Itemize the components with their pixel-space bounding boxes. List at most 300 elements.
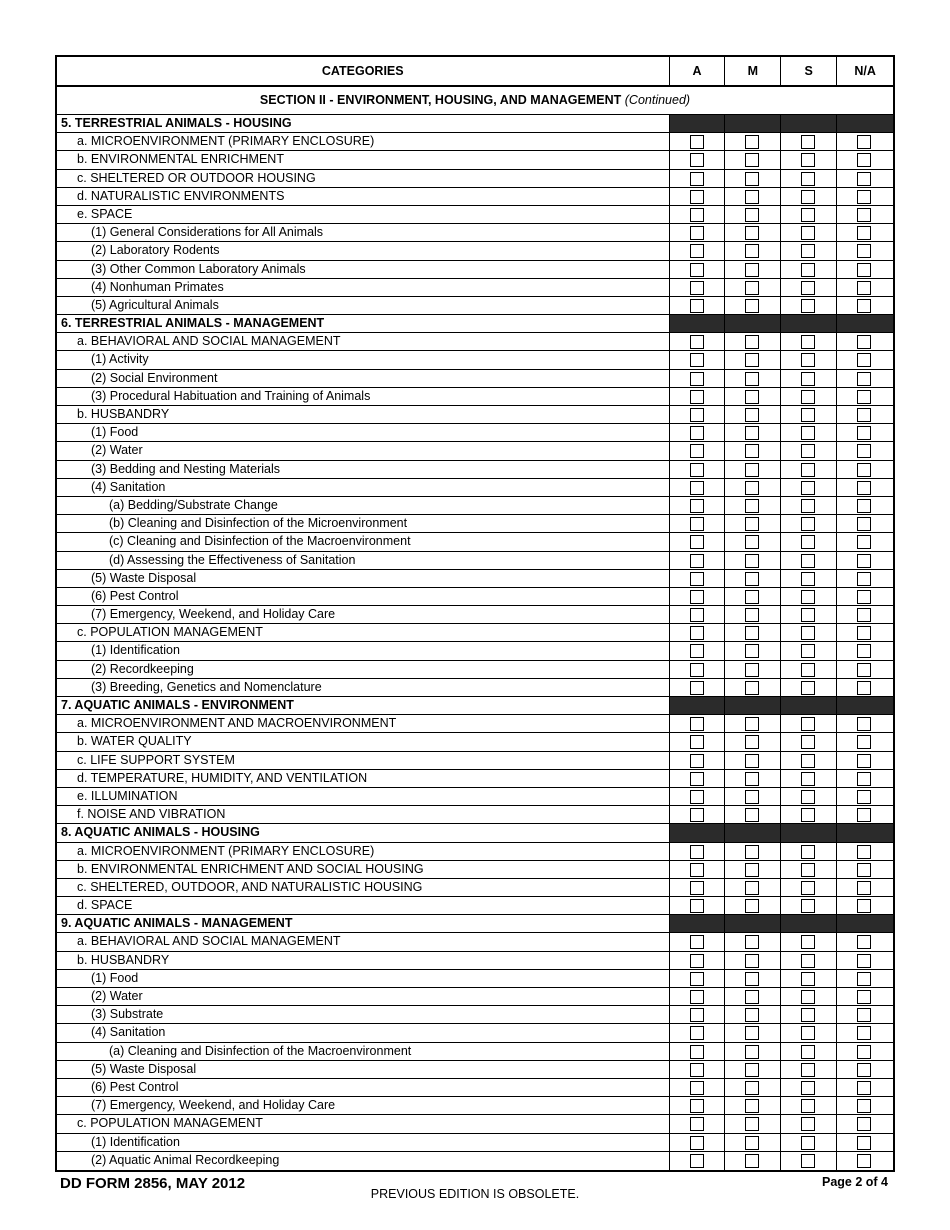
checkbox-m[interactable] [745, 281, 759, 295]
checkbox-a[interactable] [690, 1063, 704, 1077]
checkbox-a[interactable] [690, 554, 704, 568]
category-label: (6) Pest Control [57, 1079, 670, 1096]
cell-m [725, 1152, 781, 1170]
checkbox-s[interactable] [801, 845, 815, 859]
checkbox-a[interactable] [690, 663, 704, 677]
checkbox-m[interactable] [745, 1099, 759, 1113]
checkbox-m[interactable] [745, 554, 759, 568]
checkbox-a[interactable] [690, 954, 704, 968]
checkbox-a[interactable] [690, 735, 704, 749]
checkbox-na[interactable] [857, 626, 871, 640]
checkbox-m[interactable] [745, 408, 759, 422]
cell-s [781, 988, 837, 1005]
category-label: (3) Substrate [57, 1006, 670, 1023]
checkbox-m[interactable] [745, 499, 759, 513]
checkbox-na[interactable] [857, 390, 871, 404]
checkbox-m[interactable] [745, 390, 759, 404]
checkbox-a[interactable] [690, 808, 704, 822]
checkbox-a[interactable] [690, 863, 704, 877]
checkbox-s[interactable] [801, 881, 815, 895]
cell-a [670, 1134, 726, 1151]
checkbox-s[interactable] [801, 390, 815, 404]
checkbox-na[interactable] [857, 1154, 871, 1168]
checkbox-na[interactable] [857, 754, 871, 768]
checkbox-na[interactable] [857, 1136, 871, 1150]
checkbox-m[interactable] [745, 517, 759, 531]
table-row [57, 224, 893, 242]
checkbox-s[interactable] [801, 408, 815, 422]
section-title [57, 87, 893, 115]
checkbox-s[interactable] [801, 608, 815, 622]
checkbox-a[interactable] [690, 463, 704, 477]
checkbox-a[interactable] [690, 608, 704, 622]
checkbox-m[interactable] [745, 717, 759, 731]
checkbox-m[interactable] [745, 426, 759, 440]
category-label: (3) Other Common Laboratory Animals [57, 261, 670, 278]
checkbox-s[interactable] [801, 863, 815, 877]
checkbox-m[interactable] [745, 1081, 759, 1095]
checkbox-s[interactable] [801, 1008, 815, 1022]
checkbox-a[interactable] [690, 499, 704, 513]
checkbox-a[interactable] [690, 681, 704, 695]
checkbox-s[interactable] [801, 1063, 815, 1077]
cell-s [781, 515, 837, 532]
checkbox-na[interactable] [857, 790, 871, 804]
checkbox-s[interactable] [801, 590, 815, 604]
cell-a [670, 206, 726, 223]
checkbox-s[interactable] [801, 481, 815, 495]
cell-s [781, 1006, 837, 1023]
table-row [57, 1043, 893, 1061]
checkbox-a[interactable] [690, 390, 704, 404]
checkbox-na[interactable] [857, 244, 871, 258]
cell-a [670, 642, 726, 659]
checkbox-s[interactable] [801, 1136, 815, 1150]
checkbox-na[interactable] [857, 899, 871, 913]
checkbox-a[interactable] [690, 1136, 704, 1150]
checkbox-a[interactable] [690, 372, 704, 386]
checkbox-s[interactable] [801, 572, 815, 586]
checkbox-a[interactable] [690, 190, 704, 204]
table-row [57, 933, 893, 951]
checkbox-na[interactable] [857, 1026, 871, 1040]
checkbox-na[interactable] [857, 281, 871, 295]
checkbox-m[interactable] [745, 863, 759, 877]
checkbox-na[interactable] [857, 190, 871, 204]
cell-a [670, 1152, 726, 1170]
checkbox-m[interactable] [745, 1117, 759, 1131]
cell-na [837, 1134, 893, 1151]
category-label: d. NATURALISTIC ENVIRONMENTS [57, 188, 670, 205]
checkbox-s[interactable] [801, 208, 815, 222]
checkbox-a[interactable] [690, 881, 704, 895]
checkbox-s[interactable] [801, 535, 815, 549]
category-label: e. ILLUMINATION [57, 788, 670, 805]
checkbox-a[interactable] [690, 754, 704, 768]
checkbox-na[interactable] [857, 1063, 871, 1077]
cell-na [837, 279, 893, 296]
cell-a [670, 1115, 726, 1132]
checkbox-na[interactable] [857, 353, 871, 367]
checkbox-m[interactable] [745, 463, 759, 477]
category-label: (2) Water [57, 988, 670, 1005]
checkbox-s[interactable] [801, 899, 815, 913]
checkbox-a[interactable] [690, 426, 704, 440]
checkbox-m[interactable] [745, 845, 759, 859]
checkbox-a[interactable] [690, 972, 704, 986]
checkbox-a[interactable] [690, 644, 704, 658]
cell-m [725, 479, 781, 496]
checkbox-m[interactable] [745, 663, 759, 677]
checkbox-s[interactable] [801, 972, 815, 986]
checkbox-s[interactable] [801, 353, 815, 367]
checkbox-m[interactable] [745, 1026, 759, 1040]
checkbox-na[interactable] [857, 408, 871, 422]
checkbox-m[interactable] [745, 1063, 759, 1077]
checkbox-m[interactable] [745, 208, 759, 222]
checkbox-na[interactable] [857, 881, 871, 895]
checkbox-m[interactable] [745, 772, 759, 786]
checkbox-m[interactable] [745, 1008, 759, 1022]
checkbox-a[interactable] [690, 1026, 704, 1040]
cell-m [725, 424, 781, 441]
checkbox-m[interactable] [745, 353, 759, 367]
checkbox-na[interactable] [857, 608, 871, 622]
cell-s [781, 279, 837, 296]
checkbox-m[interactable] [745, 172, 759, 186]
checkbox-a[interactable] [690, 1008, 704, 1022]
cell-m [725, 442, 781, 459]
checkbox-a[interactable] [690, 717, 704, 731]
checkbox-s[interactable] [801, 244, 815, 258]
checkbox-na[interactable] [857, 1045, 871, 1059]
checkbox-a[interactable] [690, 444, 704, 458]
checkbox-m[interactable] [745, 735, 759, 749]
checkbox-s[interactable] [801, 1154, 815, 1168]
checkbox-m[interactable] [745, 954, 759, 968]
table-row [57, 897, 893, 915]
checkbox-m[interactable] [745, 790, 759, 804]
checkbox-s[interactable] [801, 426, 815, 440]
checkbox-na[interactable] [857, 663, 871, 677]
checkbox-s[interactable] [801, 226, 815, 240]
checkbox-s[interactable] [801, 335, 815, 349]
checkbox-s[interactable] [801, 372, 815, 386]
table-row [57, 1061, 893, 1079]
checkbox-na[interactable] [857, 463, 871, 477]
cell-m [725, 1097, 781, 1114]
table-row [57, 297, 893, 315]
checkbox-na[interactable] [857, 863, 871, 877]
checkbox-m[interactable] [745, 608, 759, 622]
checkbox-a[interactable] [690, 481, 704, 495]
cell-s [781, 351, 837, 368]
checkbox-m[interactable] [745, 244, 759, 258]
cell-m [725, 1061, 781, 1078]
checkbox-na[interactable] [857, 481, 871, 495]
checkbox-na[interactable] [857, 335, 871, 349]
checkbox-m[interactable] [745, 263, 759, 277]
checkbox-s[interactable] [801, 463, 815, 477]
checkbox-a[interactable] [690, 135, 704, 149]
checkbox-a[interactable] [690, 535, 704, 549]
cell-na [837, 1079, 893, 1096]
cell-m [725, 933, 781, 950]
cell-na [837, 879, 893, 896]
cell-a [670, 933, 726, 950]
checkbox-na[interactable] [857, 808, 871, 822]
category-label: (2) Social Environment [57, 370, 670, 387]
checkbox-a[interactable] [690, 590, 704, 604]
category-label: (1) General Considerations for All Animals [57, 224, 670, 241]
checkbox-m[interactable] [745, 935, 759, 949]
cell-na [837, 897, 893, 914]
cell-a [670, 315, 726, 332]
checkbox-s[interactable] [801, 1045, 815, 1059]
checkbox-a[interactable] [690, 790, 704, 804]
checkbox-s[interactable] [801, 190, 815, 204]
checkbox-m[interactable] [745, 335, 759, 349]
cell-m [725, 770, 781, 787]
checkbox-a[interactable] [690, 1117, 704, 1131]
checkbox-a[interactable] [690, 517, 704, 531]
cell-na [837, 679, 893, 696]
category-label: c. POPULATION MANAGEMENT [57, 624, 670, 641]
table-row [57, 515, 893, 533]
checkbox-m[interactable] [745, 626, 759, 640]
cell-m [725, 1134, 781, 1151]
cell-m [725, 806, 781, 823]
checkbox-m[interactable] [745, 135, 759, 149]
checkbox-na[interactable] [857, 590, 871, 604]
checkbox-a[interactable] [690, 1081, 704, 1095]
checkbox-m[interactable] [745, 681, 759, 695]
checkbox-s[interactable] [801, 299, 815, 313]
cell-s [781, 442, 837, 459]
checkbox-s[interactable] [801, 444, 815, 458]
checkbox-na[interactable] [857, 681, 871, 695]
checkbox-a[interactable] [690, 626, 704, 640]
checkbox-s[interactable] [801, 663, 815, 677]
checkbox-m[interactable] [745, 972, 759, 986]
category-label: a. BEHAVIORAL AND SOCIAL MANAGEMENT [57, 933, 670, 950]
checkbox-na[interactable] [857, 299, 871, 313]
category-label: (1) Activity [57, 351, 670, 368]
checkbox-m[interactable] [745, 644, 759, 658]
checkbox-a[interactable] [690, 772, 704, 786]
checkbox-a[interactable] [690, 845, 704, 859]
checkbox-s[interactable] [801, 554, 815, 568]
checkbox-m[interactable] [745, 535, 759, 549]
checkbox-na[interactable] [857, 535, 871, 549]
cell-a [670, 588, 726, 605]
checkbox-m[interactable] [745, 372, 759, 386]
checkbox-na[interactable] [857, 1117, 871, 1131]
cell-na [837, 242, 893, 259]
cell-a [670, 661, 726, 678]
category-label: (4) Sanitation [57, 479, 670, 496]
checkbox-na[interactable] [857, 172, 871, 186]
checkbox-s[interactable] [801, 935, 815, 949]
checkbox-a[interactable] [690, 353, 704, 367]
cell-m [725, 151, 781, 168]
checkbox-na[interactable] [857, 954, 871, 968]
checkbox-a[interactable] [690, 572, 704, 586]
checkbox-na[interactable] [857, 153, 871, 167]
checkbox-na[interactable] [857, 517, 871, 531]
checkbox-s[interactable] [801, 172, 815, 186]
cell-m [725, 843, 781, 860]
checkbox-s[interactable] [801, 1081, 815, 1095]
checkbox-a[interactable] [690, 153, 704, 167]
checkbox-na[interactable] [857, 1081, 871, 1095]
checkbox-na[interactable] [857, 717, 871, 731]
checkbox-s[interactable] [801, 954, 815, 968]
checkbox-m[interactable] [745, 808, 759, 822]
checkbox-s[interactable] [801, 499, 815, 513]
section-heading-row [57, 697, 893, 715]
checkbox-m[interactable] [745, 590, 759, 604]
checkbox-na[interactable] [857, 845, 871, 859]
checkbox-m[interactable] [745, 990, 759, 1004]
table-row [57, 442, 893, 460]
checkbox-a[interactable] [690, 299, 704, 313]
category-label: c. SHELTERED, OUTDOOR, AND NATURALISTIC HOUSING [57, 879, 670, 896]
checkbox-s[interactable] [801, 735, 815, 749]
table-row [57, 351, 893, 369]
checkbox-na[interactable] [857, 499, 871, 513]
checkbox-na[interactable] [857, 1008, 871, 1022]
checkbox-s[interactable] [801, 153, 815, 167]
cell-na [837, 570, 893, 587]
section-heading-label: 6. TERRESTRIAL ANIMALS - MANAGEMENT [57, 315, 670, 332]
checkbox-s[interactable] [801, 135, 815, 149]
checkbox-s[interactable] [801, 626, 815, 640]
checkbox-na[interactable] [857, 135, 871, 149]
cell-s [781, 206, 837, 223]
table-row [57, 1115, 893, 1133]
cell-m [725, 952, 781, 969]
cell-s [781, 424, 837, 441]
checkbox-na[interactable] [857, 972, 871, 986]
cell-na [837, 933, 893, 950]
checkbox-na[interactable] [857, 1099, 871, 1113]
checkbox-a[interactable] [690, 244, 704, 258]
checkbox-s[interactable] [801, 772, 815, 786]
checkbox-m[interactable] [745, 1045, 759, 1059]
cell-m [725, 1079, 781, 1096]
cell-a [670, 151, 726, 168]
cell-s [781, 261, 837, 278]
checkbox-s[interactable] [801, 681, 815, 695]
checkbox-a[interactable] [690, 263, 704, 277]
checkbox-m[interactable] [745, 481, 759, 495]
checkbox-s[interactable] [801, 717, 815, 731]
table-row [57, 1097, 893, 1115]
cell-m [725, 679, 781, 696]
cell-s [781, 151, 837, 168]
checkbox-na[interactable] [857, 572, 871, 586]
checkbox-m[interactable] [745, 444, 759, 458]
checkbox-s[interactable] [801, 1026, 815, 1040]
checkbox-na[interactable] [857, 226, 871, 240]
checkbox-a[interactable] [690, 899, 704, 913]
checkbox-na[interactable] [857, 426, 871, 440]
category-label: (a) Cleaning and Disinfection of the Macroenvironment [57, 1043, 670, 1060]
checkbox-s[interactable] [801, 263, 815, 277]
checkbox-m[interactable] [745, 190, 759, 204]
table-row [57, 752, 893, 770]
checkbox-m[interactable] [745, 899, 759, 913]
checkbox-a[interactable] [690, 1099, 704, 1113]
checkbox-m[interactable] [745, 299, 759, 313]
checkbox-s[interactable] [801, 517, 815, 531]
checkbox-a[interactable] [690, 408, 704, 422]
checkbox-na[interactable] [857, 263, 871, 277]
checkbox-a[interactable] [690, 281, 704, 295]
checkbox-na[interactable] [857, 208, 871, 222]
checkbox-a[interactable] [690, 335, 704, 349]
checkbox-a[interactable] [690, 226, 704, 240]
category-label: d. TEMPERATURE, HUMIDITY, AND VENTILATION [57, 770, 670, 787]
checklist-form [55, 55, 895, 1172]
checkbox-s[interactable] [801, 790, 815, 804]
checkbox-s[interactable] [801, 281, 815, 295]
checkbox-a[interactable] [690, 208, 704, 222]
checkbox-s[interactable] [801, 1117, 815, 1131]
checkbox-m[interactable] [745, 881, 759, 895]
table-row [57, 733, 893, 751]
cell-s [781, 970, 837, 987]
checkbox-na[interactable] [857, 644, 871, 658]
checkbox-a[interactable] [690, 990, 704, 1004]
checkbox-s[interactable] [801, 990, 815, 1004]
checkbox-m[interactable] [745, 1136, 759, 1150]
cell-a [670, 843, 726, 860]
table-row [57, 242, 893, 260]
cell-na [837, 388, 893, 405]
checkbox-na[interactable] [857, 444, 871, 458]
checkbox-s[interactable] [801, 644, 815, 658]
category-label: b. WATER QUALITY [57, 733, 670, 750]
checkbox-m[interactable] [745, 226, 759, 240]
checkbox-a[interactable] [690, 935, 704, 949]
checkbox-m[interactable] [745, 572, 759, 586]
checkbox-m[interactable] [745, 754, 759, 768]
checkbox-na[interactable] [857, 935, 871, 949]
checkbox-na[interactable] [857, 554, 871, 568]
checkbox-a[interactable] [690, 1154, 704, 1168]
cell-m [725, 733, 781, 750]
checkbox-a[interactable] [690, 172, 704, 186]
cell-s [781, 1061, 837, 1078]
checkbox-m[interactable] [745, 153, 759, 167]
table-row [57, 370, 893, 388]
checkbox-na[interactable] [857, 990, 871, 1004]
checkbox-s[interactable] [801, 754, 815, 768]
cell-na [837, 915, 893, 932]
checkbox-s[interactable] [801, 1099, 815, 1113]
category-label: (5) Agricultural Animals [57, 297, 670, 314]
checkbox-na[interactable] [857, 735, 871, 749]
checkbox-na[interactable] [857, 772, 871, 786]
cell-a [670, 461, 726, 478]
checkbox-m[interactable] [745, 1154, 759, 1168]
checkbox-na[interactable] [857, 372, 871, 386]
checkbox-s[interactable] [801, 808, 815, 822]
checkbox-a[interactable] [690, 1045, 704, 1059]
cell-a [670, 824, 726, 841]
